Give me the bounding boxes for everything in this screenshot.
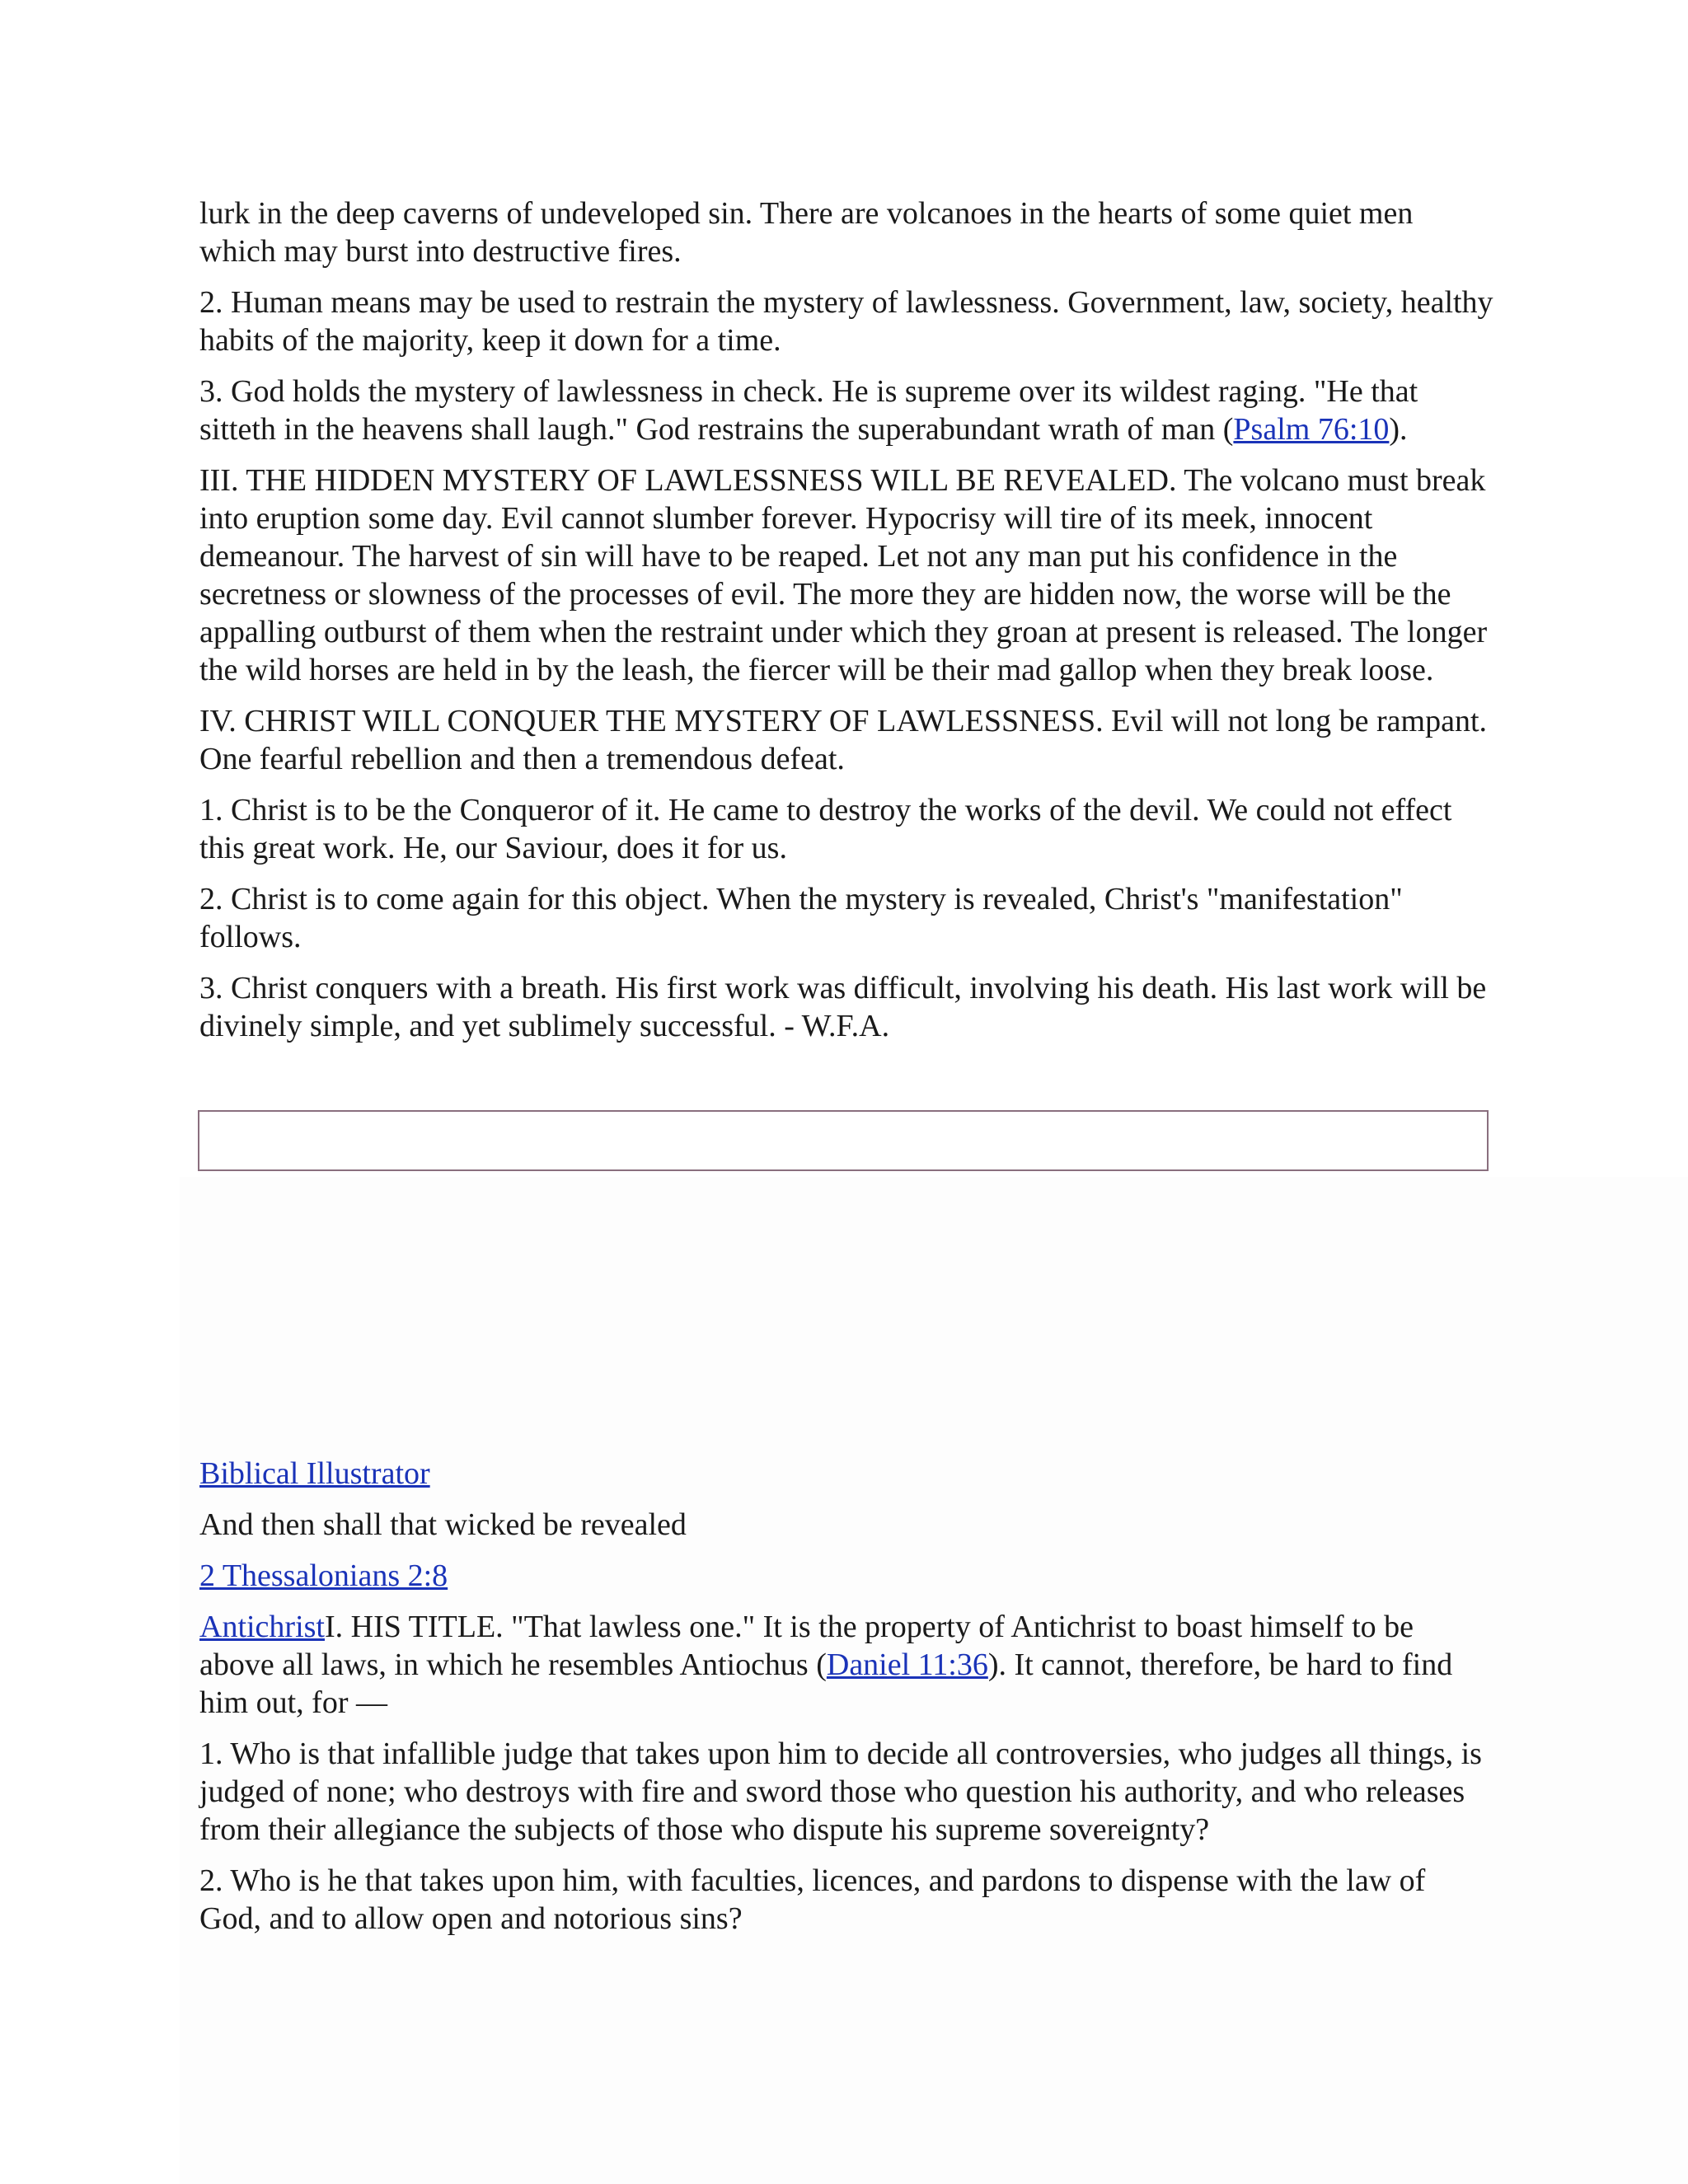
daniel-11-36-link[interactable]: Daniel 11:36 [826,1647,988,1682]
paragraph-text: I. HIS TITLE. "That lawless one." It is the property of Antichrist to boast himself to be above all laws, in which he resembles Antiochus ( [199,1610,1414,1682]
biblical-illustrator-link[interactable]: Biblical Illustrator [199,1456,430,1491]
paragraph: 3. Christ conquers with a breath. His first work was difficult, involving his death. His last work will be divinely simple, and yet sublimely successful. - W.F.A. [199,971,1487,1043]
paragraph: IV. CHRIST WILL CONQUER THE MYSTERY OF LAWLESSNESS. Evil will not long be rampant. One fearful rebellion and then a tremendous defeat. [199,704,1488,776]
empty-bordered-box [198,1110,1489,1171]
2-thessalonians-2-8-link[interactable]: 2 Thessalonians 2:8 [199,1558,448,1593]
commentary-continued [199,194,1493,1058]
biblical-illustrator-section [199,1455,1493,1951]
paragraph: 1. Christ is to be the Conqueror of it. He came to destroy the works of the devil. We could not effect this great work. He, our Saviour, does it for us. [199,793,1452,865]
verse-paragraph [199,1557,1493,1595]
paragraph-text: 3. God holds the mystery of lawlessness in check. He is supreme over its wildest raging. "He that sitteth in the heavens shall laugh." God restrains the superabundant wrath of man ( [199,374,1418,447]
paragraph: 2. Christ is to come again for this object. When the mystery is revealed, Christ's "manifestation" follows. [199,882,1403,954]
source-paragraph [199,1455,1493,1493]
paragraph: 2. Human means may be used to restrain the mystery of lawlessness. Government, law, society, healthy habits of the majority, keep it down for a time. [199,285,1493,358]
paragraph: lurk in the deep caverns of undeveloped sin. There are volcanoes in the hearts of some quiet men which may burst into destructive fires. [199,196,1414,269]
paragraph-text: ). [1389,412,1408,447]
paragraph: 2. Who is he that takes upon him, with faculties, licences, and pardons to dispense with the law of God, and to allow open and notorious sins? [199,1863,1426,1936]
section-heading: And then shall that wicked be revealed [199,1507,687,1542]
paragraph [199,1608,1493,1722]
paragraph-text: ). It cannot, therefore, be hard to find him out, for — [199,1647,1453,1720]
antichrist-link[interactable]: Antichrist [199,1610,325,1644]
paragraph: III. THE HIDDEN MYSTERY OF LAWLESSNESS WILL BE REVEALED. The volcano must break into eruption some day. Evil cannot slumber forever. Hypocrisy will tire of its meek, innocent demeanour. The harvest of sin will have to be reaped. Let not any man put his confidence in the secretness or slowness of the processes of evil. The more they are hidden now, the worse will be the appalling outburst of them when the restraint under which they groan at present is released. The longer the wild horses are held in by the leash, the fiercer will be their mad gallop when they break loose. [199,463,1488,687]
paragraph [199,373,1493,448]
paragraph: 1. Who is that infallible judge that takes upon him to decide all controversies, who judges all things, is judged of none; who destroys with fire and sword those who question his authority, and who releases from their allegiance the subjects of those who dispute his supreme sovereignty? [199,1736,1482,1847]
psalm-76-10-link[interactable]: Psalm 76:10 [1233,412,1390,447]
